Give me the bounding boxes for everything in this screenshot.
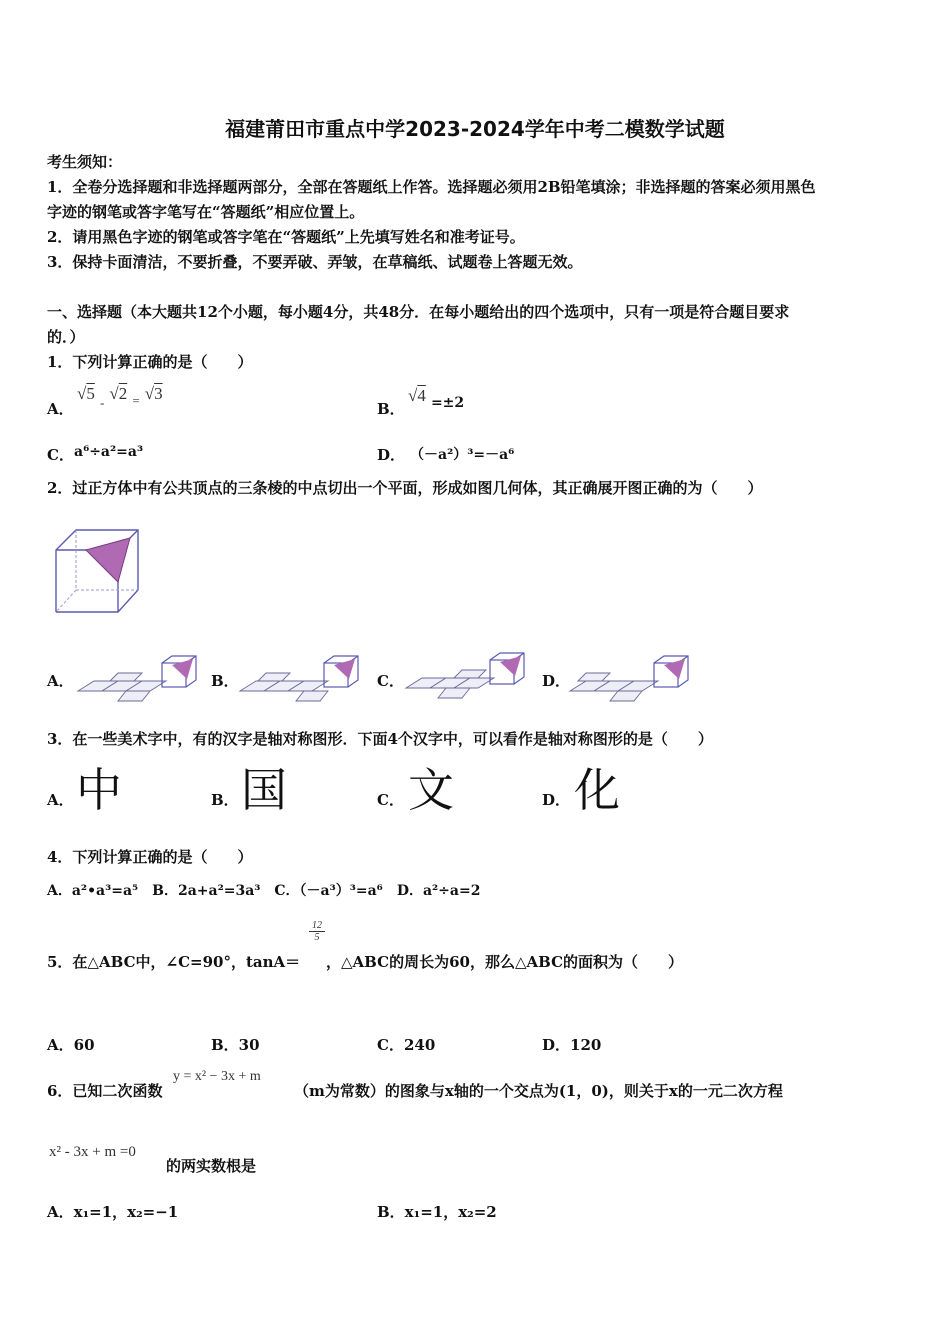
q6-equation-post: 的两实数根是	[166, 1157, 257, 1175]
sqrt-icon: √	[109, 384, 119, 403]
q1-option-b-label: B．	[377, 400, 405, 418]
q3-option-a-label: A．	[47, 791, 74, 809]
q3-char-b: 国	[241, 763, 287, 817]
q5-option-b: B．30	[211, 1036, 260, 1054]
notice-line-2: 2．请用黑色字迹的钢笔或答字笔在“答题纸”上先填写姓名和准考证号。	[47, 228, 525, 246]
q6-stem-post: （m为常数）的图象与x轴的一个交点为(1，0)，则关于x的一元二次方程	[294, 1082, 783, 1100]
q1-option-d-label: D．	[377, 446, 406, 464]
cube-figure	[54, 528, 144, 616]
q2-option-a-label: A．	[47, 672, 74, 690]
q5-stem-pre: 5．在△ABC中，∠C=90°，tanA＝	[47, 953, 301, 971]
q1-option-b: √4 =±2	[408, 386, 465, 411]
q1-stem: 1．下列计算正确的是（ ）	[47, 353, 253, 371]
q5-fraction-numerator: 12	[309, 920, 325, 932]
q2-option-b-label: B．	[211, 672, 239, 690]
q6-option-b: B．x₁=1，x₂=2	[377, 1203, 497, 1221]
net-figure-b	[238, 655, 364, 703]
q6-option-a: A．x₁=1，x₂=−1	[47, 1203, 179, 1221]
section-heading-2: 的．）	[47, 328, 85, 346]
q5-option-d: D．120	[542, 1036, 602, 1054]
sqrt-icon: √	[77, 384, 87, 403]
q5-option-a: A．60	[47, 1036, 95, 1054]
q5-fraction-denominator: 5	[314, 932, 320, 943]
q4-options: A．a²•a³=a⁵ B．2a+a²=3a³ C．（－a³）³=a⁶ D．a²÷a=2	[47, 883, 481, 899]
q5-fraction	[309, 920, 325, 943]
net-figure-d	[568, 655, 694, 703]
q1-option-d: （－a²）³=－a⁶	[410, 447, 515, 463]
section-heading-1: 一、选择题（本大题共12个小题，每小题4分，共48分．在每小题给出的四个选项中，只有一项是符合题目要求	[47, 303, 790, 321]
q3-option-d-label: D．	[542, 791, 571, 809]
q1-option-c-label: C．	[47, 446, 74, 464]
q3-option-c-label: C．	[377, 791, 404, 809]
q3-stem: 3．在一些美术字中，有的汉字是轴对称图形．下面4个汉字中，可以看作是轴对称图形的是（ ）	[47, 730, 713, 748]
notice-line-3: 3．保持卡面清洁，不要折叠，不要弄破、弄皱，在草稿纸、试题卷上答题无效。	[47, 253, 583, 271]
q1-option-a-label: A．	[47, 400, 74, 418]
q2-stem: 2．过正方体中有公共顶点的三条棱的中点切出一个平面，形成如图几何体，其正确展开图正确的为（ ）	[47, 479, 763, 497]
q4-stem: 4．下列计算正确的是（ ）	[47, 848, 253, 866]
page-title: 福建莆田市重点中学2023-2024学年中考二模数学试题	[225, 117, 725, 141]
q2-option-d-label: D．	[542, 672, 571, 690]
q2-option-c-label: C．	[377, 672, 404, 690]
q3-char-d: 化	[574, 763, 620, 817]
sqrt-icon: √	[408, 386, 418, 405]
q1-option-a: √5 $_-$ √2 $_=$ √3	[77, 384, 163, 410]
net-figure-c	[404, 652, 530, 700]
q3-char-c: 文	[408, 763, 454, 817]
sqrt-icon: √	[144, 384, 155, 403]
q3-option-b-label: B．	[211, 791, 239, 809]
q6-equation: x² - 3x + m =0	[49, 1144, 136, 1160]
net-figure-a	[76, 655, 202, 703]
q1-option-c: a⁶÷a²=a³	[74, 444, 144, 460]
notice-line-1a: 1．全卷分选择题和非选择题两部分，全部在答题纸上作答。选择题必须用2B铅笔填涂；非选择题的答案必须用黑色	[47, 178, 816, 196]
q5-option-c: C．240	[377, 1036, 436, 1054]
notice-line-1b: 字迹的钢笔或答字笔写在“答题纸”相应位置上。	[47, 203, 365, 221]
q6-function: y = x² − 3x + m	[173, 1069, 261, 1084]
notice-heading: 考生须知：	[47, 153, 123, 171]
q3-char-a: 中	[76, 763, 122, 817]
q6-stem-pre: 6．已知二次函数	[47, 1082, 163, 1100]
q5-stem-post: ，△ABC的周长为60，那么△ABC的面积为（ ）	[326, 953, 684, 971]
